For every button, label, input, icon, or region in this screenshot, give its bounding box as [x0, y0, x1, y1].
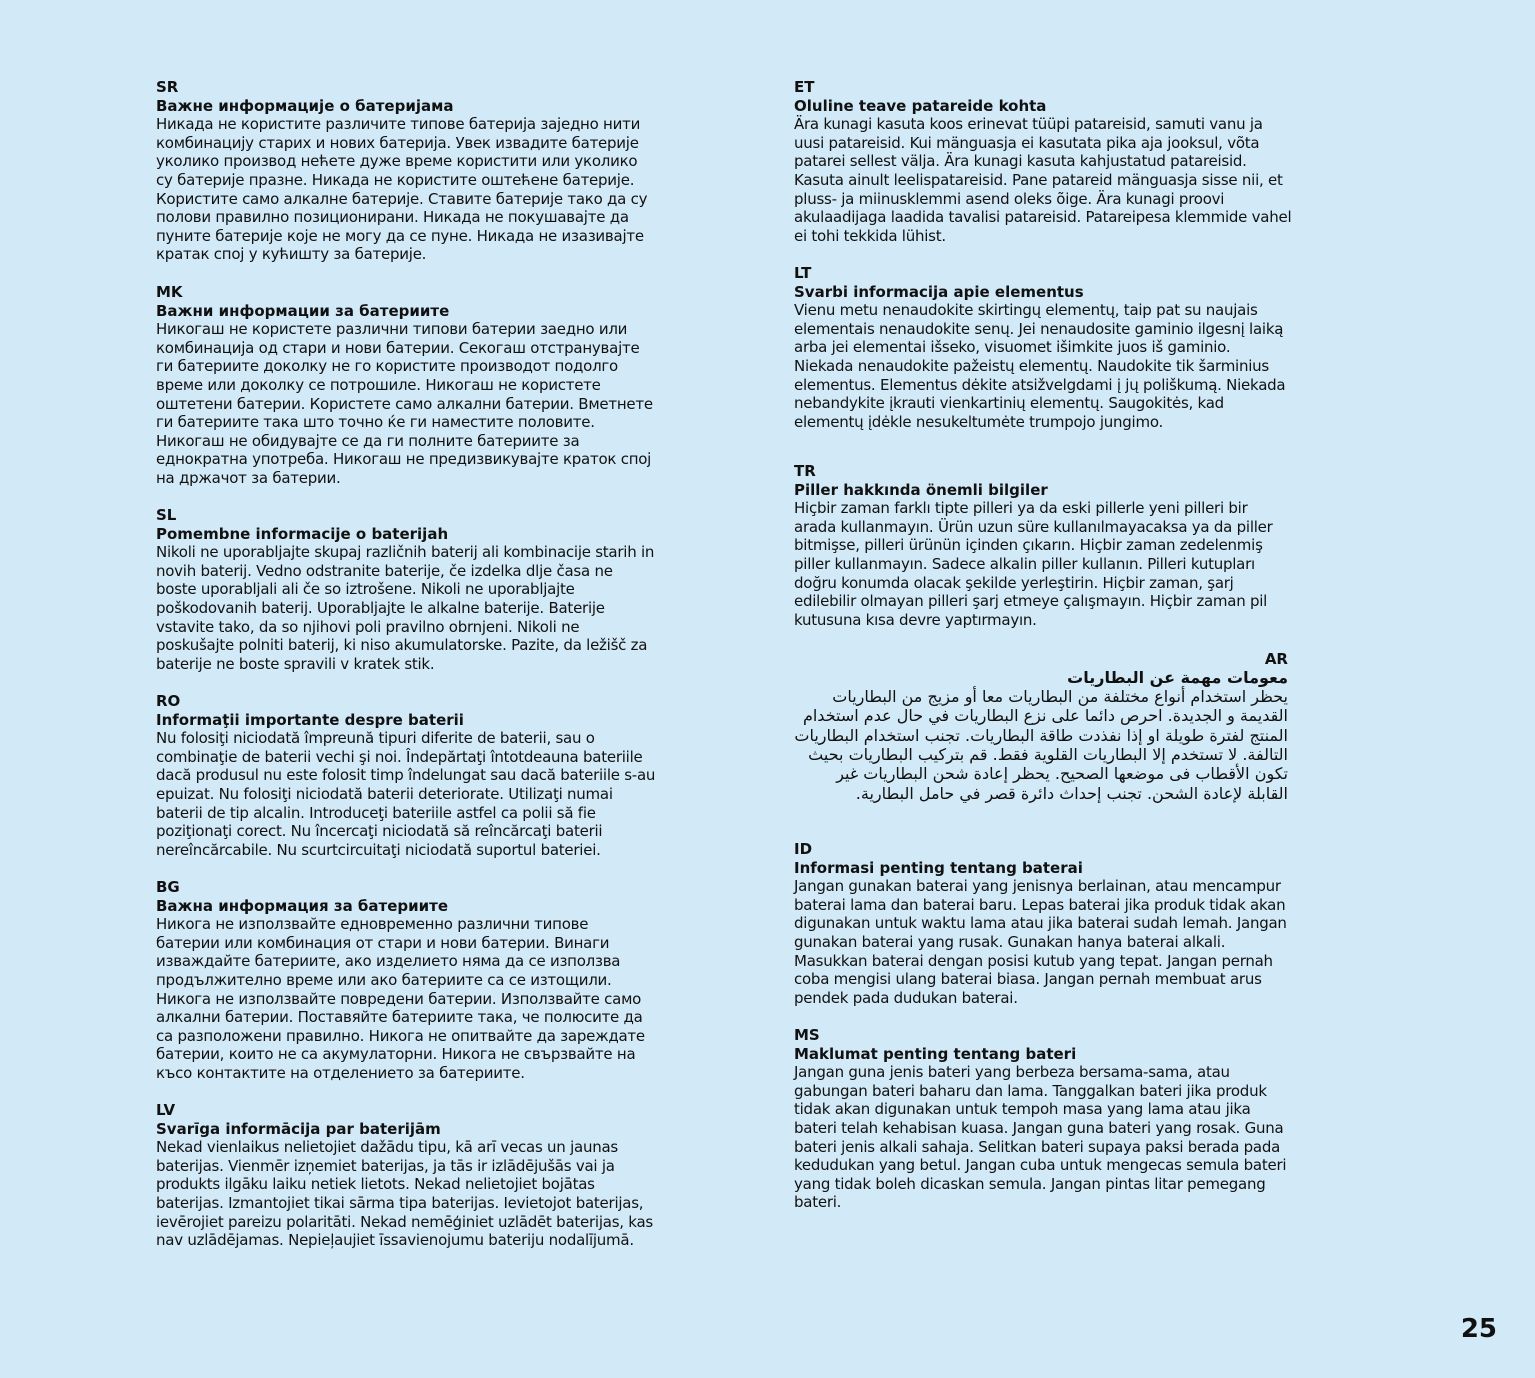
section-body: يحظر استخدام أنواع مختلفة من البطاريات معا أو مزيج من البطاريات القديمة و الجديدة. احرص دائما على نزع البطاريات في حال عدم استخدام المنتج لفترة طويلة او إذا نفذدت طاقة البطاريات. تجنب استخدام البطاريات التالفة. لا تستخدم إلا البطاريات القلوية فقط. قم بتركيب البطاريات بحيث تكون الأقطاب فى موضعها الصحيح. يحظر إعادة شحن البطاريات غير القابلة لإعادة الشحن. تجنب إحداث دائرة قصر في حامل البطارية. — [794, 687, 1288, 803]
language-code: MK — [156, 283, 183, 301]
page-number: 25 — [1460, 1314, 1497, 1344]
language-code: TR — [794, 462, 816, 480]
section-heading: Informaţii importante despre baterii — [156, 710, 464, 729]
battery-info-mk — [156, 283, 656, 488]
battery-info-sr — [156, 78, 656, 264]
language-code: BG — [156, 878, 180, 896]
battery-info-sl — [156, 506, 656, 673]
section-body: Nu folosiţi niciodată împreună tipuri diferite de baterii, sau o combinaţie de baterii vechi şi noi. Îndepărtaţi întotdeauna bateriile dacă produsul nu este folosit timp îndelungat sau dacă bateriile s-au epuizat. Nu folosiţi niciodată baterii deteriorate. Utilizaţi numai baterii de tip alcalin. Introduceţi bateriile astfel ca polii să fie poziţionaţi corect. Nu încercaţi niciodată să reîncărcaţi baterii nereîncărcabile. Nu scurtcircuitaţi niciodată suportul bateriei. — [156, 729, 656, 859]
section-body: Jangan guna jenis bateri yang berbeza bersama-sama, atau gabungan bateri baharu dan lama. Tanggalkan bateri jika produk tidak akan digunakan untuk tempoh masa yang lama atau jika bateri telah kehabisan kuasa. Jangan guna bateri yang rosak. Guna bateri jenis alkali sahaja. Selitkan bateri supaya paksi berada pada kedudukan yang betul. Jangan cuba untuk mengecas semula bateri yang tidak boleh dicaskan semula. Jangan pintas litar pemegang bateri. — [794, 1063, 1287, 1212]
language-code: ET — [794, 78, 815, 96]
section-heading: Oluline teave patareide kohta — [794, 96, 1047, 115]
section-heading: Svarbi informacija apie elementus — [794, 282, 1084, 301]
section-body: Никогаш не користете различни типови батерии заедно или комбинација од стари и нови батерии. Секогаш отстранувајте ги батериите доколку не го користите производот подолго време или доколку се потрошиле. Никогаш не користете оштетени батерии. Користете само алкални батерии. Вметнете ги батериите така што точно ќе ги наместите половите. Никогаш не обидувајте се да ги полните батериите за еднократна употреба. Никогаш не предизвикувајте краток спој на држачот за батерии. — [156, 320, 653, 487]
section-body: Никога не използвайте едновременно различни типове батерии или комбинация от стари и нови батерии. Винаги изваждайте батериите, ако изделието няма да се използва продължително време или ако батериите са се изтощили. Никога не използвайте повредени батерии. Използвайте само алкални батерии. Поставяйте батериите така, че полюсите да са разположени правилно. Никога не опитвайте да зареждате батерии, които не са акумулаторни. Никога не свързвайте на късо контактите на отделението за батериите. — [156, 915, 645, 1082]
battery-info-et — [794, 78, 1294, 245]
battery-info-bg — [156, 878, 656, 1083]
section-body: Nikoli ne uporabljajte skupaj različnih baterij ali kombinacije starih in novih baterij. Vedno odstranite baterije, če izdelka dlje časa ne boste uporabljali ali če so iztrošene. Nikoli ne uporabljajte poškodovanih baterij. Uporabljajte le alkalne baterije. Baterije vstavite tako, da so njihovi poli pravilno obrnjeni. Nikoli ne poskušajte polniti baterij, ki niso akumulatorske. Pazite, da ležišč za baterije ne boste spravili v kratek stik. — [156, 543, 655, 673]
section-heading: Maklumat penting tentang bateri — [794, 1044, 1077, 1063]
language-code: ID — [794, 840, 813, 858]
section-heading: Svarīga informācija par baterijām — [156, 1119, 441, 1138]
battery-info-ms — [794, 1026, 1294, 1212]
section-body: Jangan gunakan baterai yang jenisnya berlainan, atau mencampur baterai lama dan baterai baru. Lepas baterai jika produk tidak akan digunakan untuk waktu lama atau jika baterai sudah lemah. Jangan gunakan baterai yang rusak. Gunakan hanya baterai alkali. Masukkan baterai dengan posisi kutub yang tepat. Jangan pernah coba mengisi ulang baterai biasa. Jangan pernah membuat arus pendek pada dudukan baterai. — [794, 877, 1287, 1007]
language-code: SL — [156, 506, 177, 524]
section-heading: Informasi penting tentang baterai — [794, 858, 1083, 877]
section-heading: Важни информации за батериите — [156, 301, 450, 320]
section-body: Hiçbir zaman farklı tipte pilleri ya da eski pillerle yeni pilleri bir arada kullanmayın. Ürün uzun süre kullanılmayacaksa ya da piller bitmişse, pilleri ürünün içinden çıkarın. Hiçbir zaman zedelenmiş piller kullanmayın. Sadece alkalin piller kullanın. Pilleri kutupları doğru konumda olacak şekilde yerleştirin. Hiçbir zaman, şarj edilebilir olmayan pilleri şarj etmeye çalışmayın. Hiçbir zaman pil kutusuna kısa devre yaptırmayın. — [794, 499, 1273, 629]
language-code: LV — [156, 1101, 176, 1119]
section-body: Ära kunagi kasuta koos erinevat tüüpi patareisid, samuti vanu ja uusi patareisid. Kui mänguasja ei kasutata pika aja jooksul, võta patarei sellest välja. Ära kunagi kasuta kahjustatud patareisid. Kasuta ainult leelispatareisid. Pane patareid mänguasja sisse nii, et pluss- ja miinusklemmi asend oleks õige. Ära kunagi proovi akulaadijaga laadida tavalisi patareisid. Patareipesa klemmide vahel ei tohi tekkida lühist. — [794, 115, 1292, 245]
battery-info-lt — [794, 264, 1294, 431]
language-code: SR — [156, 78, 179, 96]
section-heading: Важне информације о батеријама — [156, 96, 454, 115]
section-heading: Pomembne informacije o baterijah — [156, 524, 449, 543]
battery-info-tr — [794, 462, 1294, 629]
section-body: Vienu metu nenaudokite skirtingų elementų, taip pat su naujais elementais nenaudokite senų. Jei nenaudosite gaminio ilgesnį laiką arba jei elementai išseko, visuomet išimkite juos iš gaminio. Niekada nenaudokite pažeistų elementų. Naudokite tik šarminius elementus. Elementus dėkite atsižvelgdami į jų poliškumą. Niekada nebandykite įkrauti vienkartinių elementų. Saugokitės, kad elementų įdėkle nesukeltumėte trumpojo jungimo. — [794, 301, 1286, 431]
language-code: RO — [156, 692, 181, 710]
battery-info-id — [794, 840, 1294, 1007]
battery-info-ar — [794, 650, 1288, 803]
section-heading: Piller hakkında önemli bilgiler — [794, 480, 1048, 499]
section-body: Nekad vienlaikus nelietojiet dažādu tipu, kā arī vecas un jaunas baterijas. Vienmēr izņemiet baterijas, ja tās ir izlādējušās vai ja produkts ilgāku laiku netiek lietots. Nekad nelietojiet bojātas baterijas. Izmantojiet tikai sārma tipa baterijas. Ievietojot baterijas, ievērojiet pareizu polaritāti. Nekad nemēģiniet uzlādēt baterijas, kas nav uzlādējamas. Nepieļaujiet īssavienojumu bateriju nodalījumā. — [156, 1138, 653, 1250]
language-code: MS — [794, 1026, 820, 1044]
section-heading: Важна информация за батериите — [156, 896, 449, 915]
section-body: Никада не користите различите типове батерија заједно нити комбинацију старих и нових батерија. Увек извадите батерије уколико производ нећете дуже време користити или уколико су батерије празне. Никада не користите оштећене батерије. Користите само алкалне батерије. Ставите батерије тако да су полови правилно позиционирани. Никада не покушавајте да пуните батерије које не могу да се пуне. Никада не изазивајте кратак спој у кућишту за батерије. — [156, 115, 648, 264]
battery-info-lv — [156, 1101, 656, 1250]
language-code: AR — [1264, 650, 1288, 668]
language-code: LT — [794, 264, 812, 282]
section-heading: معومات مهمة عن البطاريات — [1067, 667, 1288, 687]
battery-info-ro — [156, 692, 656, 859]
